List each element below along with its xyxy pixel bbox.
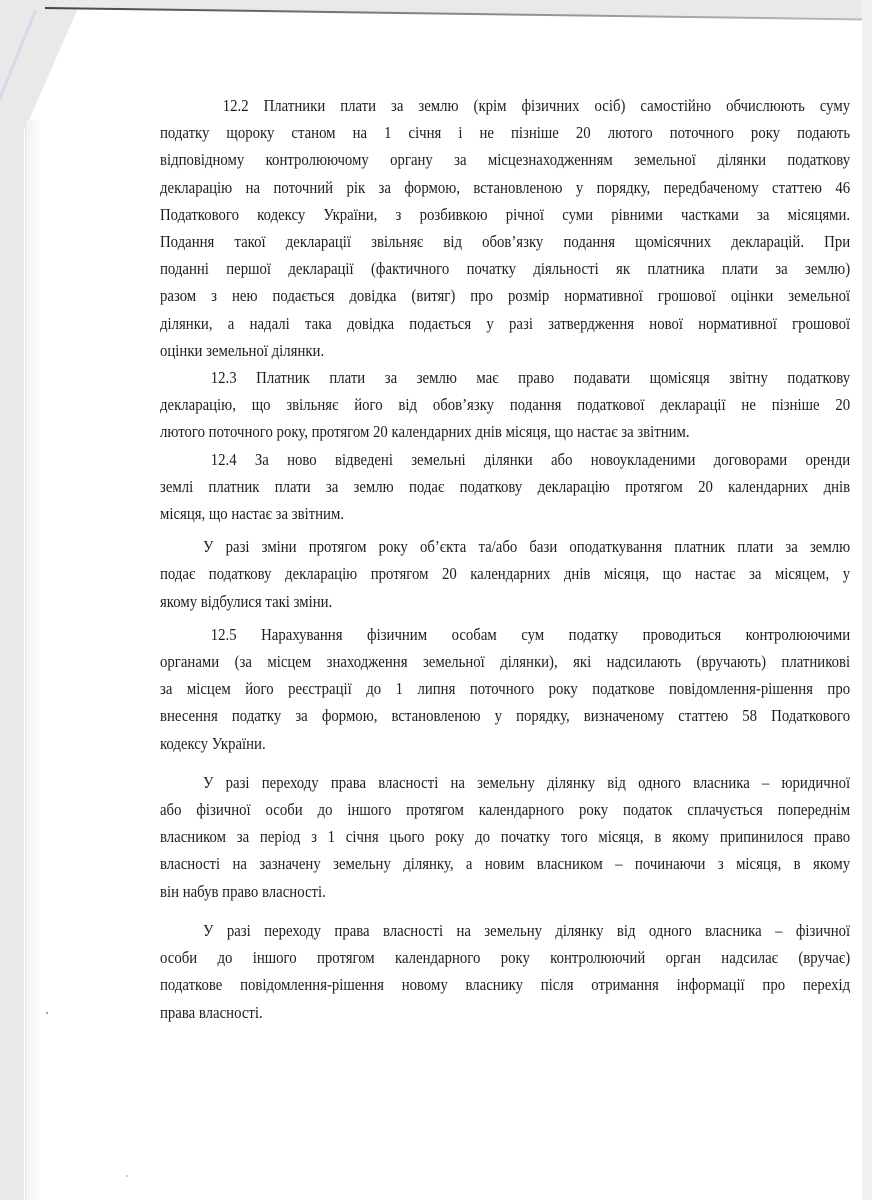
text-line: подає податкову декларацію протягом 20 календарних днів місяця, що настає за місяцем, у bbox=[160, 564, 851, 584]
text-line: податку щороку станом на 1 січня і не пізніше 20 лютого поточного року подають bbox=[160, 123, 851, 143]
text-line: якому відбулися такі зміни. bbox=[160, 591, 333, 611]
text-line: У разі переходу права власності на земельну ділянку від одного власника – фізичної bbox=[203, 920, 851, 940]
text-line: У разі переходу права власності на земельну ділянку від одного власника – юридичної bbox=[203, 772, 851, 792]
text-line: власником за період з 1 січня цього року до початку того місяця, в якому припинилося право bbox=[160, 827, 851, 847]
text-line: ділянки, а надалі така довідка подається у разі затвердження нової нормативної грошової bbox=[160, 313, 851, 333]
page-left-margin-strip bbox=[25, 120, 40, 1200]
text-line: оцінки земельної ділянки. bbox=[160, 340, 325, 360]
paragraph-12-5 bbox=[160, 621, 850, 757]
text-line: декларацію на поточний рік за формою, встановленою у порядку, передбаченому статтею 46 bbox=[160, 177, 851, 197]
text-line: податкове повідомлення-рішення новому власнику після отримання інформації про перехід bbox=[160, 975, 851, 995]
document-body bbox=[160, 92, 850, 1026]
text-line: 12.4 За ново відведені земельні ділянки або новоукладеними договорами оренди bbox=[210, 449, 851, 469]
text-line: внесення податку за формою, встановленою у порядку, визначеному статтею 58 Податкового bbox=[160, 706, 851, 726]
text-line: власності на зазначену земельну ділянку, а новим власником – починаючи з місяця, в якому bbox=[160, 854, 851, 874]
scan-speck bbox=[126, 1175, 128, 1177]
text-line: кодексу України. bbox=[160, 733, 266, 753]
text-line: відповідному контролюючому органу за місцезнаходженням земельної ділянки податкову bbox=[160, 150, 851, 170]
text-line: лютого поточного року, протягом 20 календарних днів місяця, що настає за звітним. bbox=[160, 422, 690, 442]
paragraph-12-5-ownership-transfer-physical bbox=[160, 917, 850, 1026]
text-line: 12.3 Платник плати за землю має право подавати щомісяця звітну податкову bbox=[210, 368, 851, 388]
paragraph-12-4 bbox=[160, 446, 850, 528]
page-right-margin-strip bbox=[862, 0, 872, 1200]
text-line: або фізичної особи до іншого протягом календарного року податок сплачується попереднім bbox=[160, 800, 851, 820]
text-line: Подання такої декларації звільняє від обов’язку подання щомісячних декларацій. При bbox=[160, 232, 851, 252]
text-line: поданні першої декларації (фактичного початку діяльності як платника плати за землю) bbox=[160, 259, 851, 279]
text-line: 12.2 Платники плати за землю (крім фізичних осіб) самостійно обчислюють суму bbox=[222, 96, 851, 115]
text-line: У разі зміни протягом року об’єкта та/або бази оподаткування платник плати за землю bbox=[203, 537, 851, 557]
text-line: місяця, що настає за звітним. bbox=[160, 504, 345, 524]
paragraph-12-4-change bbox=[160, 533, 850, 615]
text-line: він набув право власності. bbox=[160, 881, 326, 901]
text-line: землі платник плати за землю подає податкову декларацію протягом 20 календарних днів bbox=[160, 476, 851, 496]
paragraph-12-2 bbox=[160, 92, 850, 364]
paragraph-12-3 bbox=[160, 364, 850, 446]
text-line: 12.5 Нарахування фізичним особам сум податку проводиться контролюючими bbox=[210, 624, 851, 644]
paragraph-12-5-ownership-transfer bbox=[160, 769, 850, 905]
text-line: особи до іншого протягом календарного року контролюючий орган надсилає (вручає) bbox=[160, 948, 851, 968]
text-line: декларацію, що звільняє його від обов’язку подання податкової декларації не пізніше 20 bbox=[160, 395, 851, 415]
text-line: Податкового кодексу України, з розбивкою річної суми рівними частками за місяцями. bbox=[160, 204, 851, 224]
text-line: за місцем його реєстрації до 1 липня поточного року податкове повідомлення-рішення про bbox=[160, 679, 851, 699]
text-line: органами (за місцем знаходження земельної ділянки), які надсилають (вручають) платникові bbox=[160, 652, 851, 672]
text-line: права власності. bbox=[160, 1002, 263, 1022]
scan-speck bbox=[46, 1012, 48, 1014]
text-line: разом з нею подається довідка (витяг) про розмір нормативної грошової оцінки земельної bbox=[160, 286, 851, 306]
